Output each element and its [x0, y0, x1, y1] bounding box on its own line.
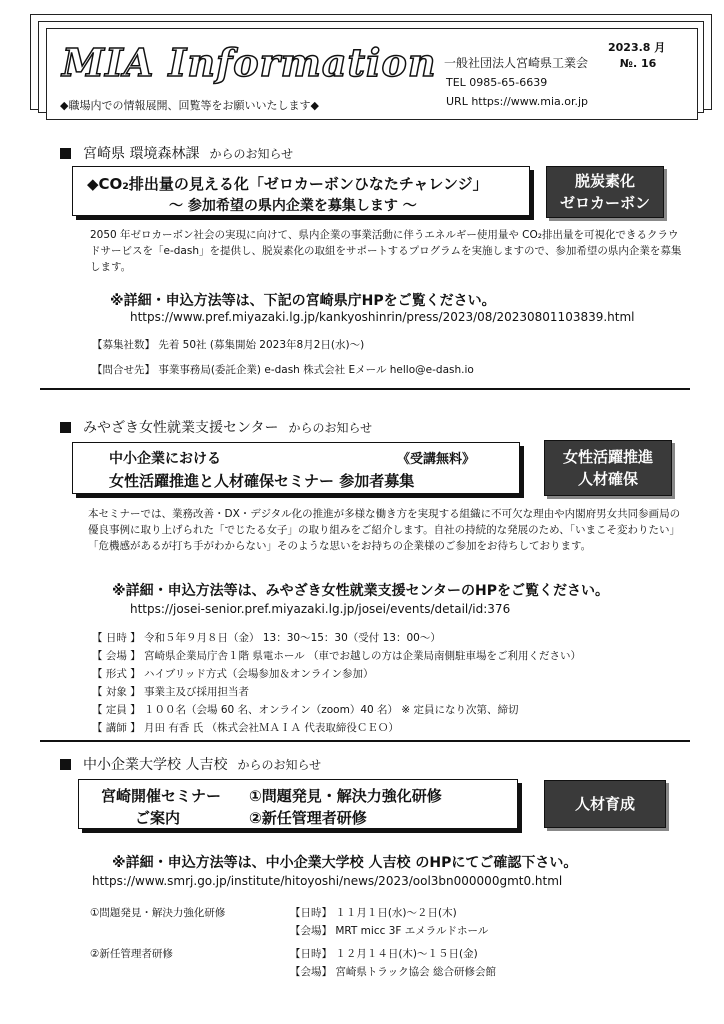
section2-title-line1: 中小企業における	[109, 451, 221, 467]
section3-title-a: 宮崎開催セミナー	[101, 787, 222, 805]
section3-title-b: ご案内	[135, 809, 181, 827]
square-bullet-icon	[60, 422, 71, 433]
section3-tag	[544, 780, 666, 828]
section2-tag	[544, 440, 672, 496]
section2-detail-row: 【 定員 】 １００名（会場 60 名、オンライン（zoom）40 名） ※ 定員になり次第、締切	[92, 704, 519, 716]
section3-title-box	[78, 779, 518, 829]
section2-org: みやざき女性就業支援センター	[83, 420, 279, 436]
section-divider	[40, 388, 690, 390]
course1-date: 【日時】 １１月１日(水)～２日(木)	[290, 907, 457, 919]
section1-note: ※詳細・申込方法等は、下記の宮崎県庁HPをご覧ください。	[110, 293, 496, 309]
header-url: URL https://www.mia.or.jp	[446, 95, 589, 108]
section2-link[interactable]: https://josei-senior.pref.miyazaki.lg.jp/josei/events/detail/id:376	[130, 602, 511, 616]
header-tagline: ◆職場内での情報展開、回覧等をお願いいたします◆	[60, 99, 319, 112]
section1-from: からのお知らせ	[209, 147, 294, 161]
course1-name: ①問題発見・解決力強化研修	[90, 907, 226, 919]
section1-title-line2: ～ 参加希望の県内企業を募集します ～	[169, 198, 417, 214]
section3-org: 中小企業大学校 人吉校	[83, 757, 228, 773]
section2-note: ※詳細・申込方法等は、みやざき女性就業支援センターのHPをご覧ください。	[112, 583, 610, 599]
section3-tag-label: 人材育成	[574, 795, 635, 813]
header-tel: TEL 0985-65-6639	[446, 76, 548, 89]
section2-free-label: 《受講無料》	[397, 452, 476, 467]
section2-heading	[60, 417, 372, 437]
section2-tag-line1: 女性活躍推進	[562, 448, 653, 466]
issue-number: №. 16	[619, 57, 657, 70]
section1-tag-line1: 脱炭素化	[574, 172, 635, 190]
section1-org: 宮崎県 環境森林課	[83, 146, 200, 162]
section1-body: 2050 年ゼロカーボン社会の実現に向けて、県内企業の事業活動に伴うエネルギー使用量や CO₂排出量を可視化できるクラウドサービスを「e-dash」を提供し、脱炭素化の取組をサポートするプログラムを実施しますので、参加希望の県内企業を募集します。	[90, 229, 682, 273]
section2-body: 本セミナーでは、業務改善・DX・デジタル化の推進が多様な働き方を実現する組織に不可欠な理由や内閣府男女共同参画局の優良事例に取り上げられた「でじたる女子」の取り組みをご紹介します。自社の持続的な発展のため、「いまこそ変わりたい」「危機感があるが打ち手がわからない」そのような思いをお持ちの企業様のご参加をお待ちしております。	[88, 508, 681, 552]
section1-detail-contact: 【問合せ先】 事業事務局(委託企業) e-dash 株式会社 Eメール hello@e-dash.io	[92, 364, 474, 376]
section1-tag-line2: ゼロカーボン	[559, 194, 650, 212]
course2-venue: 【会場】 宮崎県トラック協会 総合研修会館	[290, 966, 496, 978]
section2-detail-row: 【 形式 】 ハイブリッド方式（会場参加＆オンライン参加）	[92, 668, 374, 680]
section1-title-line1: ◆CO₂排出量の見える化「ゼロカーボンひなたチャレンジ」	[87, 175, 488, 193]
section2-detail-row: 【 対象 】 事業主及び採用担当者	[92, 686, 250, 698]
section1-detail-recruit: 【募集社数】 先着 50社 (募集開始 2023年8月2日(水)～)	[92, 339, 365, 351]
square-bullet-icon	[60, 148, 71, 159]
section2-from: からのお知らせ	[288, 421, 373, 435]
masthead-title: MIA Information	[62, 40, 437, 85]
section2-detail-row: 【 講師 】 月田 有香 氏 （株式会社ＭＡＩＡ 代表取締役ＣＥＯ）	[92, 722, 399, 734]
section3-note: ※詳細・申込方法等は、中小企業大学校 人吉校 のHPにてご確認下さい。	[112, 855, 578, 871]
section2-detail-row: 【 日時 】 令和５年９月８日（金） 13：30～15：30（受付 13：00～）	[92, 632, 441, 644]
section3-item2: ②新任管理者研修	[249, 809, 367, 827]
section1-title-box	[72, 166, 530, 216]
section2-title-line2: 女性活躍推進と人材確保セミナー 参加者募集	[109, 472, 415, 490]
section3-link[interactable]: https://www.smrj.go.jp/institute/hitoyoshi/news/2023/ool3bn000000gmt0.html	[92, 874, 563, 888]
section2-title-box	[72, 442, 520, 494]
square-bullet-icon	[60, 759, 71, 770]
section1-heading	[60, 143, 293, 163]
issue-date: 2023.8 月	[608, 41, 666, 54]
header-org-name: 一般社団法人宮崎県工業会	[444, 56, 589, 70]
section3-item1: ①問題発見・解決力強化研修	[249, 787, 442, 805]
section2-detail-row: 【 会場 】 宮崎県企業局庁舎１階 県電ホール （車でお越しの方は企業局南側駐車場をご利用ください）	[92, 650, 581, 662]
section3-heading	[60, 754, 321, 774]
course2-date: 【日時】 １２月１４日(木)～１５日(金)	[290, 948, 478, 960]
issue-badge	[608, 40, 668, 72]
section2-tag-line2: 人材確保	[577, 470, 638, 488]
section1-tag	[546, 166, 664, 218]
section2-detail-list	[92, 630, 712, 738]
section3-from: からのお知らせ	[237, 758, 322, 772]
course1-venue: 【会場】 MRT micc 3F エメラルドホール	[290, 925, 489, 937]
course2-name: ②新任管理者研修	[90, 948, 173, 960]
section-divider	[40, 740, 690, 742]
section1-link[interactable]: https://www.pref.miyazaki.lg.jp/kankyoshinrin/press/2023/08/20230801103839.html	[130, 310, 635, 324]
